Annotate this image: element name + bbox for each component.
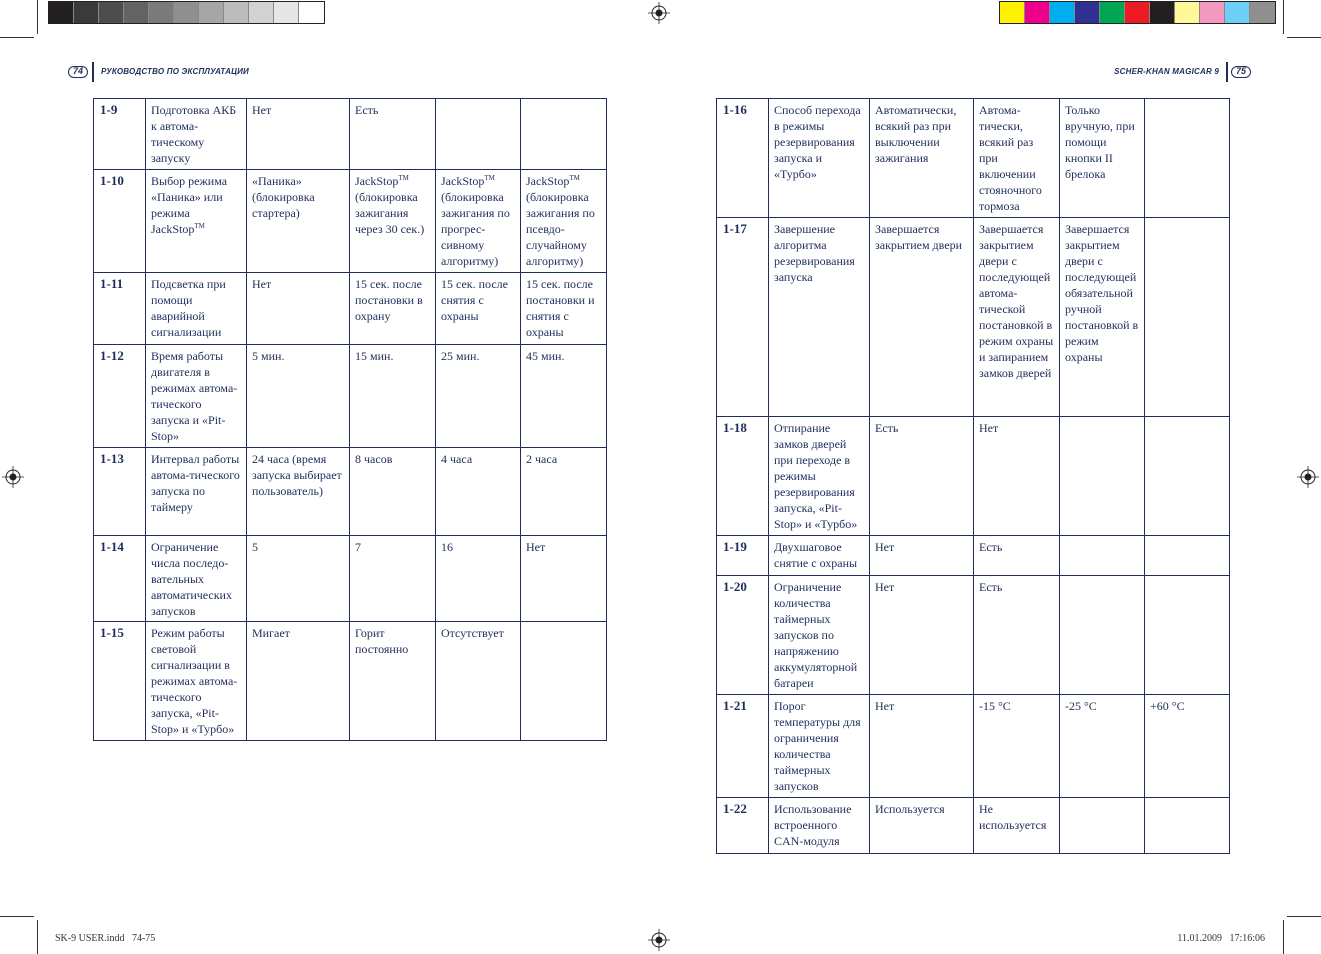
- table-row: [717, 417, 1230, 536]
- parameter-name: Порог температуры для ограничения количества таймерных запусков: [769, 695, 870, 798]
- table-row: [94, 622, 607, 741]
- option-value-2: Есть: [974, 536, 1060, 576]
- parameter-code: 1-21: [717, 695, 769, 798]
- color-swatch: [299, 2, 324, 23]
- registration-mark-icon: [1297, 466, 1319, 488]
- option-value-3: Завершается закрытием двери с последующей обязательной ручной постановкой в режим охраны: [1060, 218, 1145, 417]
- color-swatch: [1100, 2, 1125, 23]
- table-row: [94, 170, 607, 273]
- parameter-name: Выбор режима «Паника» или режима JackStop™: [146, 170, 247, 273]
- color-swatch: [49, 2, 74, 23]
- crop-mark: [1283, 920, 1284, 954]
- parameter-code: 1-18: [717, 417, 769, 536]
- header-divider: [92, 62, 94, 82]
- option-value-1: Автоматически, всякий раз при выключении зажигания: [870, 99, 974, 218]
- option-value-1: Нет: [870, 576, 974, 695]
- option-value-2: Есть: [350, 99, 436, 170]
- parameter-code: 1-14: [94, 536, 146, 622]
- color-swatch: [1050, 2, 1075, 23]
- option-value-4: [1145, 417, 1230, 536]
- parameter-name: Двухшаговое снятие с охраны: [769, 536, 870, 576]
- color-swatch: [1025, 2, 1050, 23]
- option-value-3: -25 °С: [1060, 695, 1145, 798]
- option-value-3: JackStop™ (блокировка зажигания по прогрес-сивному алгоритму): [436, 170, 521, 273]
- option-value-3: 25 мин.: [436, 345, 521, 448]
- parameter-name: Подготовка АКБ к автома-тическому запуску: [146, 99, 247, 170]
- crop-mark: [37, 0, 38, 34]
- parameter-name: Время работы двигателя в режимах автома-тического запуска и «Pit-Stop»: [146, 345, 247, 448]
- left-header-title: РУКОВОДСТВО ПО ЭКСПЛУАТАЦИИ: [101, 67, 250, 76]
- color-swatch: [199, 2, 224, 23]
- option-value-4: 15 сек. после постановки и снятия с охраны: [521, 273, 607, 345]
- crop-mark: [1287, 37, 1321, 38]
- option-value-1: Используется: [870, 798, 974, 854]
- color-swatch: [1225, 2, 1250, 23]
- parameter-name: Отпирание замков дверей при переходе в режимы резервирования запуска, «Pit-Stop» и «Турбо»: [769, 417, 870, 536]
- table-row: [94, 448, 607, 536]
- table-row: [717, 99, 1230, 218]
- option-value-2: Не используется: [974, 798, 1060, 854]
- parameter-code: 1-16: [717, 99, 769, 218]
- color-swatch: [1150, 2, 1175, 23]
- parameter-code: 1-15: [94, 622, 146, 741]
- color-swatch: [174, 2, 199, 23]
- option-value-4: [1145, 798, 1230, 854]
- color-swatch: [1175, 2, 1200, 23]
- option-value-3: Отсутствует: [436, 622, 521, 741]
- parameter-name: Подсветка при помощи аварийной сигнализации: [146, 273, 247, 345]
- color-swatch: [274, 2, 299, 23]
- registration-mark-icon: [2, 466, 24, 488]
- option-value-2: Горит постоянно: [350, 622, 436, 741]
- crop-mark: [1283, 0, 1284, 34]
- option-value-1: Завершается закрытием двери: [870, 218, 974, 417]
- right-header-title: SCHER-KHAN MAGICAR 9: [1114, 67, 1219, 76]
- option-value-1: Нет: [870, 536, 974, 576]
- option-value-3: 15 сек. после снятия с охраны: [436, 273, 521, 345]
- crop-mark: [37, 920, 38, 954]
- page-number-right: 75: [1231, 66, 1251, 78]
- option-value-4: [521, 622, 607, 741]
- option-value-1: Мигает: [247, 622, 350, 741]
- table-row: [717, 798, 1230, 854]
- table-row: [717, 576, 1230, 695]
- crop-mark: [0, 916, 34, 917]
- option-value-4: +60 °С: [1145, 695, 1230, 798]
- color-swatch: [99, 2, 124, 23]
- parameter-code: 1-9: [94, 99, 146, 170]
- option-value-2: 15 мин.: [350, 345, 436, 448]
- parameter-name: Использование встроенного CAN-модуля: [769, 798, 870, 854]
- option-value-1: Нет: [247, 99, 350, 170]
- option-value-2: 7: [350, 536, 436, 622]
- table-row: [94, 273, 607, 345]
- color-swatch: [1200, 2, 1225, 23]
- color-swatch: [1125, 2, 1150, 23]
- table-row: [94, 99, 607, 170]
- option-value-1: Есть: [870, 417, 974, 536]
- option-value-4: 45 мин.: [521, 345, 607, 448]
- option-value-1: 24 часа (время запуска выбирает пользователь): [247, 448, 350, 536]
- option-value-3: [1060, 576, 1145, 695]
- parameter-code: 1-22: [717, 798, 769, 854]
- table-row: [717, 695, 1230, 798]
- parameter-name: Завершение алгоритма резервирования запуска: [769, 218, 870, 417]
- parameter-code: 1-12: [94, 345, 146, 448]
- option-value-1: «Паника» (блокировка стартера): [247, 170, 350, 273]
- footer-file-info: SK-9 USER.indd 74-75: [55, 933, 156, 944]
- crop-mark: [1287, 916, 1321, 917]
- parameter-name: Ограничение числа последо-вательных автоматических запусков: [146, 536, 247, 622]
- table-row: [717, 218, 1230, 417]
- color-swatch: [74, 2, 99, 23]
- color-swatches: [999, 1, 1276, 24]
- table-row: [717, 536, 1230, 576]
- option-value-2: 8 часов: [350, 448, 436, 536]
- table-row: [94, 345, 607, 448]
- option-value-2: -15 °С: [974, 695, 1060, 798]
- page-number-left: 74: [68, 66, 88, 78]
- option-value-4: [1145, 99, 1230, 218]
- option-value-3: 4 часа: [436, 448, 521, 536]
- color-swatch: [124, 2, 149, 23]
- option-value-4: [1145, 218, 1230, 417]
- option-value-1: 5: [247, 536, 350, 622]
- option-value-3: Только вручную, при помощи кнопки II брелока: [1060, 99, 1145, 218]
- parameter-name: Режим работы световой сигнализации в режимах автома-тического запуска, «Pit-Stop» и «Турбо»: [146, 622, 247, 741]
- option-value-4: [521, 99, 607, 170]
- option-value-2: JackStop™ (блокировка зажигания через 30 сек.): [350, 170, 436, 273]
- color-swatch: [149, 2, 174, 23]
- parameter-code: 1-20: [717, 576, 769, 695]
- option-value-2: Есть: [974, 576, 1060, 695]
- option-value-4: [1145, 576, 1230, 695]
- parameter-code: 1-11: [94, 273, 146, 345]
- option-value-1: Нет: [870, 695, 974, 798]
- parameter-code: 1-10: [94, 170, 146, 273]
- option-value-3: [1060, 417, 1145, 536]
- color-swatch: [1000, 2, 1025, 23]
- option-value-2: 15 сек. после постановки в охрану: [350, 273, 436, 345]
- option-value-3: 16: [436, 536, 521, 622]
- color-swatch: [1075, 2, 1100, 23]
- table-row: [94, 536, 607, 622]
- settings-table-right: [716, 98, 1230, 854]
- option-value-4: Нет: [521, 536, 607, 622]
- parameter-name: Интервал работы автома-тического запуска по таймеру: [146, 448, 247, 536]
- color-swatch: [249, 2, 274, 23]
- parameter-code: 1-13: [94, 448, 146, 536]
- registration-mark-icon: [648, 929, 670, 951]
- option-value-3: [436, 99, 521, 170]
- parameter-code: 1-17: [717, 218, 769, 417]
- parameter-name: Способ перехода в режимы резервирования запуска и «Турбо»: [769, 99, 870, 218]
- parameter-code: 1-19: [717, 536, 769, 576]
- grayscale-swatches: [48, 1, 325, 24]
- parameter-name: Ограничение количества таймерных запусков по напряжению аккумуляторной батареи: [769, 576, 870, 695]
- crop-mark: [0, 37, 34, 38]
- footer-timestamp: 11.01.2009 17:16:06: [1177, 933, 1265, 944]
- option-value-3: [1060, 798, 1145, 854]
- option-value-2: Автома-тически, всякий раз при включении стояночного тормоза: [974, 99, 1060, 218]
- option-value-1: 5 мин.: [247, 345, 350, 448]
- option-value-2: Завершается закрытием двери с последующей автома-тической постановкой в режим охраны и запиранием замков дверей: [974, 218, 1060, 417]
- color-swatch: [1250, 2, 1275, 23]
- option-value-3: [1060, 536, 1145, 576]
- option-value-4: 2 часа: [521, 448, 607, 536]
- header-divider: [1226, 62, 1228, 82]
- option-value-4: [1145, 536, 1230, 576]
- option-value-4: JackStop™ (блокировка зажигания по псевдо-случайному алгоритму): [521, 170, 607, 273]
- registration-mark-icon: [648, 2, 670, 24]
- option-value-1: Нет: [247, 273, 350, 345]
- settings-table-left: [93, 98, 607, 741]
- color-swatch: [224, 2, 249, 23]
- option-value-2: Нет: [974, 417, 1060, 536]
